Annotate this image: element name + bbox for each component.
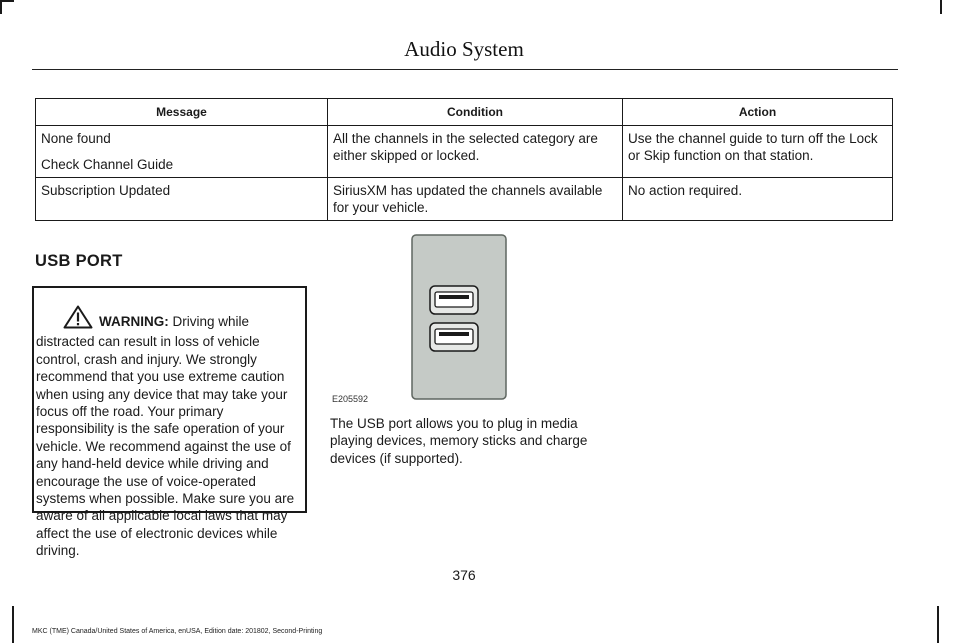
message-text: Check Channel Guide [41, 157, 174, 172]
crop-mark [12, 606, 14, 643]
crop-mark [937, 606, 939, 643]
page-number: 376 [452, 567, 476, 583]
crop-mark [0, 0, 2, 14]
crop-mark [0, 0, 14, 2]
condition-cell: All the channels in the selected category are either skipped or locked. [328, 126, 623, 178]
column-header-action: Action [623, 99, 893, 126]
message-text: Subscription Updated [41, 183, 171, 198]
usb-port-figure [411, 234, 507, 400]
condition-cell: SiriusXM has updated the channels available for your vehicle. [328, 178, 623, 221]
footer-text: MKC (TME) Canada/United States of America, enUSA, Edition date: 201802, Second-Printing [32, 628, 323, 635]
warning-triangle-icon [63, 305, 93, 333]
crop-mark [940, 0, 942, 14]
warning-box [32, 286, 307, 559]
table-row [36, 126, 893, 178]
header-divider [32, 69, 898, 70]
page-header-title: Audio System [404, 37, 524, 61]
action-cell: No action required. [623, 178, 893, 221]
warning-label: WARNING: [99, 314, 169, 329]
column-header-message: Message [36, 99, 328, 126]
action-cell: Use the channel guide to turn off the Lock or Skip function on that station. [623, 126, 893, 178]
table-header-row [36, 99, 893, 126]
column-header-condition: Condition [328, 99, 623, 126]
message-cell [36, 178, 328, 221]
figure-id: E205592 [332, 394, 369, 404]
message-cell [36, 126, 328, 178]
usb-description: The USB port allows you to plug in media playing devices, memory sticks and charge devices (if supported). [330, 416, 588, 466]
message-table [35, 98, 893, 221]
warning-text: Driving while distracted can result in loss of vehicle control, crash and injury. We strongly recommend that you use extreme caution when using any device that may take your focus off the road. Your primary responsibility is the safe operation of your vehicle. We recommend against the use of any hand-held device while driving and encourage the use of voice-operated systems when possible. Make sure you are aware of all applicable local laws that may affect the use of electronic devices while driving. [36, 314, 295, 559]
table-row [36, 178, 893, 221]
message-text: None found [41, 131, 111, 146]
usb-port-icon [411, 234, 507, 400]
section-title: USB PORT [35, 252, 123, 270]
